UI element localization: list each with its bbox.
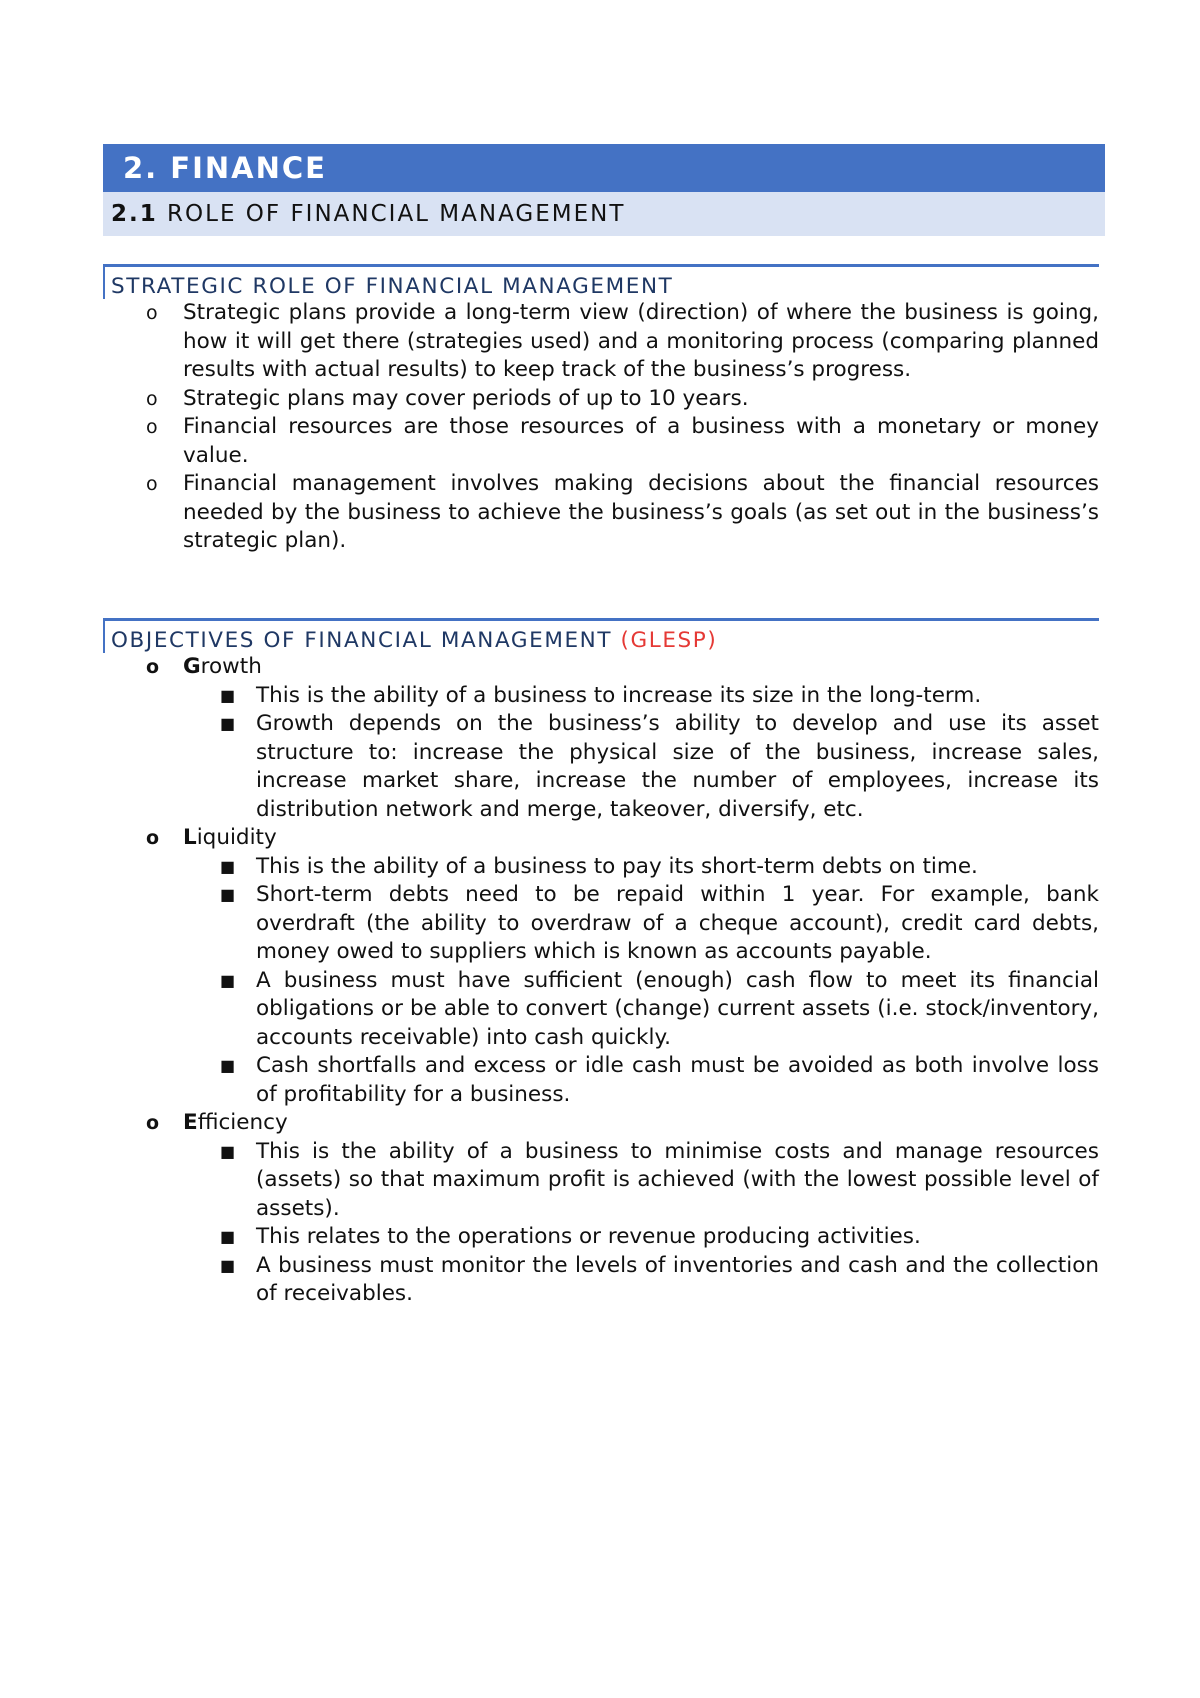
objectives-heading: OBJECTIVES OF FINANCIAL MANAGEMENT (GLESP) [103, 618, 1099, 653]
objective-growth: o Growth [103, 653, 1099, 682]
strategic-role-heading: STRATEGIC ROLE OF FINANCIAL MANAGEMENT [103, 264, 1099, 299]
square-bullet-marker: ■ [220, 1255, 236, 1275]
objectives-section [103, 618, 1099, 1309]
square-bullet-marker: ■ [220, 1141, 236, 1161]
section-number: 2.1 [111, 201, 158, 227]
section-heading [103, 192, 1105, 236]
bullet-marker: o [146, 302, 158, 324]
sub-list-item: ■ This relates to the operations or revenue producing activities. [103, 1223, 1099, 1252]
sub-list-item: ■ Cash shortfalls and excess or idle cash must be avoided as both involve loss of profitability for a business. [220, 1053, 1099, 1107]
bullet-marker: o [146, 387, 158, 410]
sub-list-item: ■ This is the ability of a business to increase its size in the long-term. [103, 682, 1099, 711]
acronym-label: (GLESP) [620, 628, 718, 653]
list-item: o Financial management involves making decisions about the financial resources needed by the business to achieve the business’s goals (as set out in the business’s strategic plan). [146, 471, 1099, 553]
list-item: o Financial resources are those resources of a business with a monetary or money value. [146, 414, 1099, 468]
square-bullet-marker: ■ [220, 856, 236, 876]
sub-list-item: ■ This is the ability of a business to minimise costs and manage resources (assets) so that maximum profit is achieved (with the lowest possible level of assets). [220, 1138, 1099, 1221]
sub-list-item: ■ A business must have sufficient (enough) cash flow to meet its financial obligations or be able to convert (change) current assets (i.e. stock/inventory, accounts receivable) into cash quickly. [220, 967, 1099, 1050]
sub-list-item: ■ This is the ability of a business to pay its short-term debts on time. [103, 853, 1099, 882]
bullet-marker: o [146, 473, 158, 495]
sub-list-item: ■ Growth depends on the business’s ability to develop and use its asset structure to: increase the physical size of the business, increase sales, increase market share, increase the number of employees, increase its distribution network and merge, takeover, diversify, etc. [220, 711, 1099, 822]
list-item: o Strategic plans provide a long-term view (direction) of where the business is going, how it will get there (strategies used) and a monitoring process (comparing planned results with actual results) to keep track of the business’s progress. [146, 300, 1099, 382]
sub-list-item: ■ Short-term debts need to be repaid within 1 year. For example, bank overdraft (the ability to overdraw of a cheque account), credit card debts, money owed to suppliers which is known as accounts payable. [220, 882, 1099, 964]
section-title: ROLE OF FINANCIAL MANAGEMENT [157, 201, 626, 227]
square-bullet-marker: ■ [220, 1056, 236, 1075]
square-bullet-marker: ■ [220, 885, 236, 904]
bullet-marker: o [146, 1112, 160, 1134]
bullet-marker: o [146, 416, 158, 438]
chapter-heading: 2. FINANCE [103, 144, 1105, 192]
square-bullet-marker: ■ [220, 685, 236, 705]
objective-liquidity: o Liquidity [103, 824, 1099, 853]
list-item: o Strategic plans may cover periods of up to 10 years. [103, 385, 1099, 414]
bullet-marker: o [146, 656, 160, 678]
objective-efficiency: o Efficiency [103, 1109, 1099, 1138]
square-bullet-marker: ■ [220, 714, 236, 733]
sub-list-item: ■ A business must monitor the levels of inventories and cash and the collection of receivables. [220, 1252, 1099, 1306]
square-bullet-marker: ■ [220, 1227, 236, 1246]
square-bullet-marker: ■ [220, 970, 236, 990]
bullet-marker: o [146, 827, 160, 849]
strategic-role-section [103, 264, 1099, 556]
